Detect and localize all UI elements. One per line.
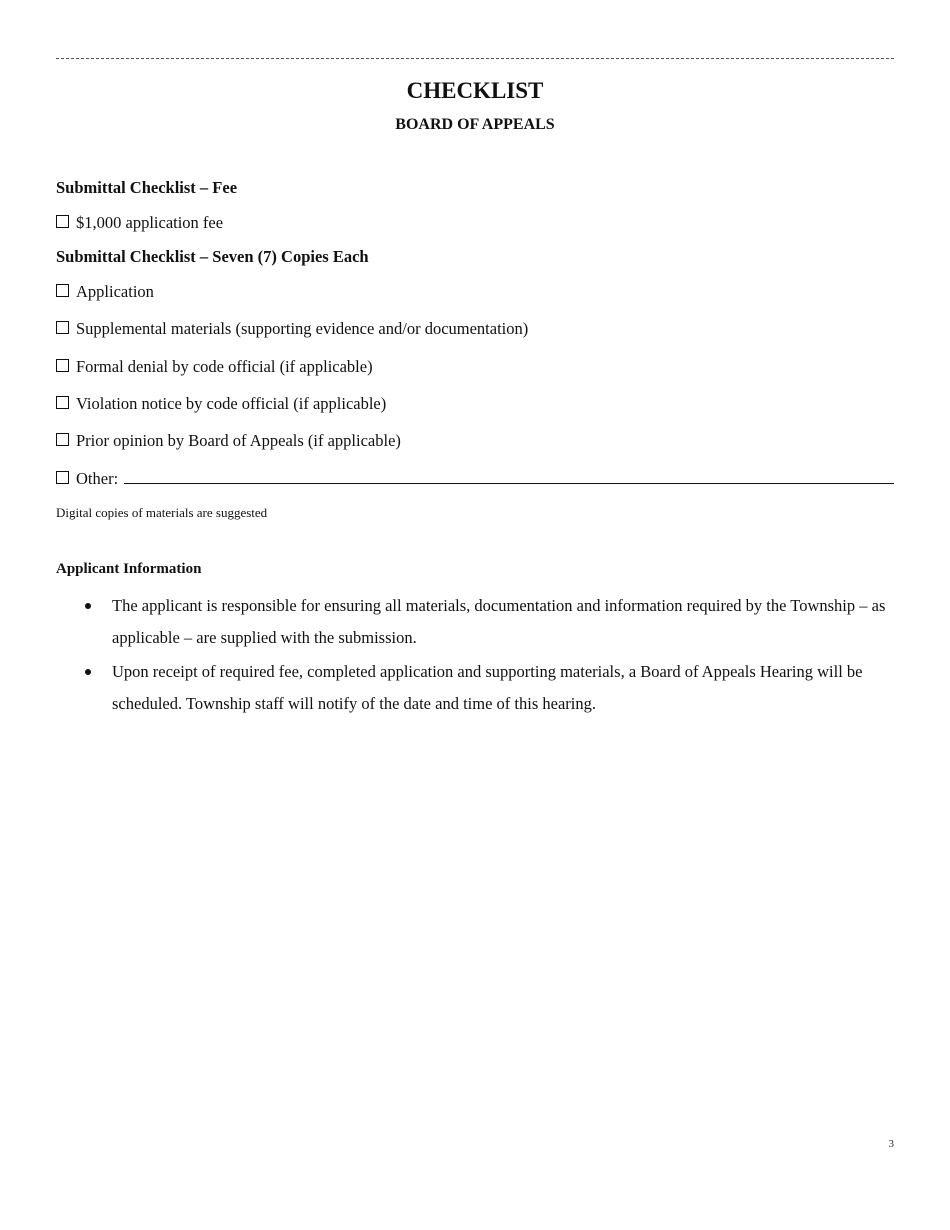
other-label: Other: xyxy=(76,469,119,489)
checklist-item-application[interactable] xyxy=(56,283,894,301)
checklist-item-fee[interactable] xyxy=(56,214,894,232)
checklist-item-formal-denial[interactable] xyxy=(56,358,894,376)
checkbox-icon[interactable] xyxy=(56,284,69,297)
checkbox-icon[interactable] xyxy=(56,359,69,372)
checklist-item-label: Violation notice by code official (if applicable) xyxy=(76,393,387,413)
bullet-icon xyxy=(85,603,91,609)
list-item-text: The applicant is responsible for ensuring all materials, documentation and information required by the Township – as applicable – are supplied with the submission. xyxy=(112,595,886,647)
fee-section-heading: Submittal Checklist – Fee xyxy=(56,177,238,197)
page-title: CHECKLIST xyxy=(406,78,544,103)
checkbox-icon[interactable] xyxy=(56,215,69,228)
checkbox-icon[interactable] xyxy=(56,471,69,484)
checklist-item-label: Prior opinion by Board of Appeals (if applicable) xyxy=(76,430,401,450)
list-item xyxy=(56,590,894,654)
applicant-info-list xyxy=(56,590,894,720)
other-input-line[interactable] xyxy=(124,469,894,484)
dashed-separator xyxy=(56,58,894,59)
checklist-item-prior-opinion[interactable] xyxy=(56,432,894,450)
checkbox-icon[interactable] xyxy=(56,321,69,334)
document-page xyxy=(56,58,894,722)
checklist-item-label: Application xyxy=(76,282,154,302)
page-subtitle: BOARD OF APPEALS xyxy=(395,116,555,134)
list-item-text: Upon receipt of required fee, completed application and supporting materials, a Board of Appeals Hearing will be scheduled. Township staff will notify of the date and time of this hearing. xyxy=(112,661,863,713)
checklist-item-supplemental[interactable] xyxy=(56,320,894,338)
checklist-item-other[interactable] xyxy=(56,469,894,488)
bullet-icon xyxy=(85,669,91,675)
checklist-item-violation-notice[interactable] xyxy=(56,395,894,413)
checkbox-icon[interactable] xyxy=(56,433,69,446)
digital-copies-note: Digital copies of materials are suggested xyxy=(56,505,268,521)
list-item xyxy=(56,656,894,720)
checklist-item-label: $1,000 application fee xyxy=(76,213,224,233)
page-number: 3 xyxy=(888,1138,894,1150)
checklist-item-label: Supplemental materials (supporting evidence and/or documentation) xyxy=(76,319,529,339)
checkbox-icon[interactable] xyxy=(56,396,69,409)
checklist-item-label: Formal denial by code official (if applicable) xyxy=(76,356,373,376)
applicant-info-heading: Applicant Information xyxy=(56,561,202,578)
copies-section-heading: Submittal Checklist – Seven (7) Copies Each xyxy=(56,247,369,267)
